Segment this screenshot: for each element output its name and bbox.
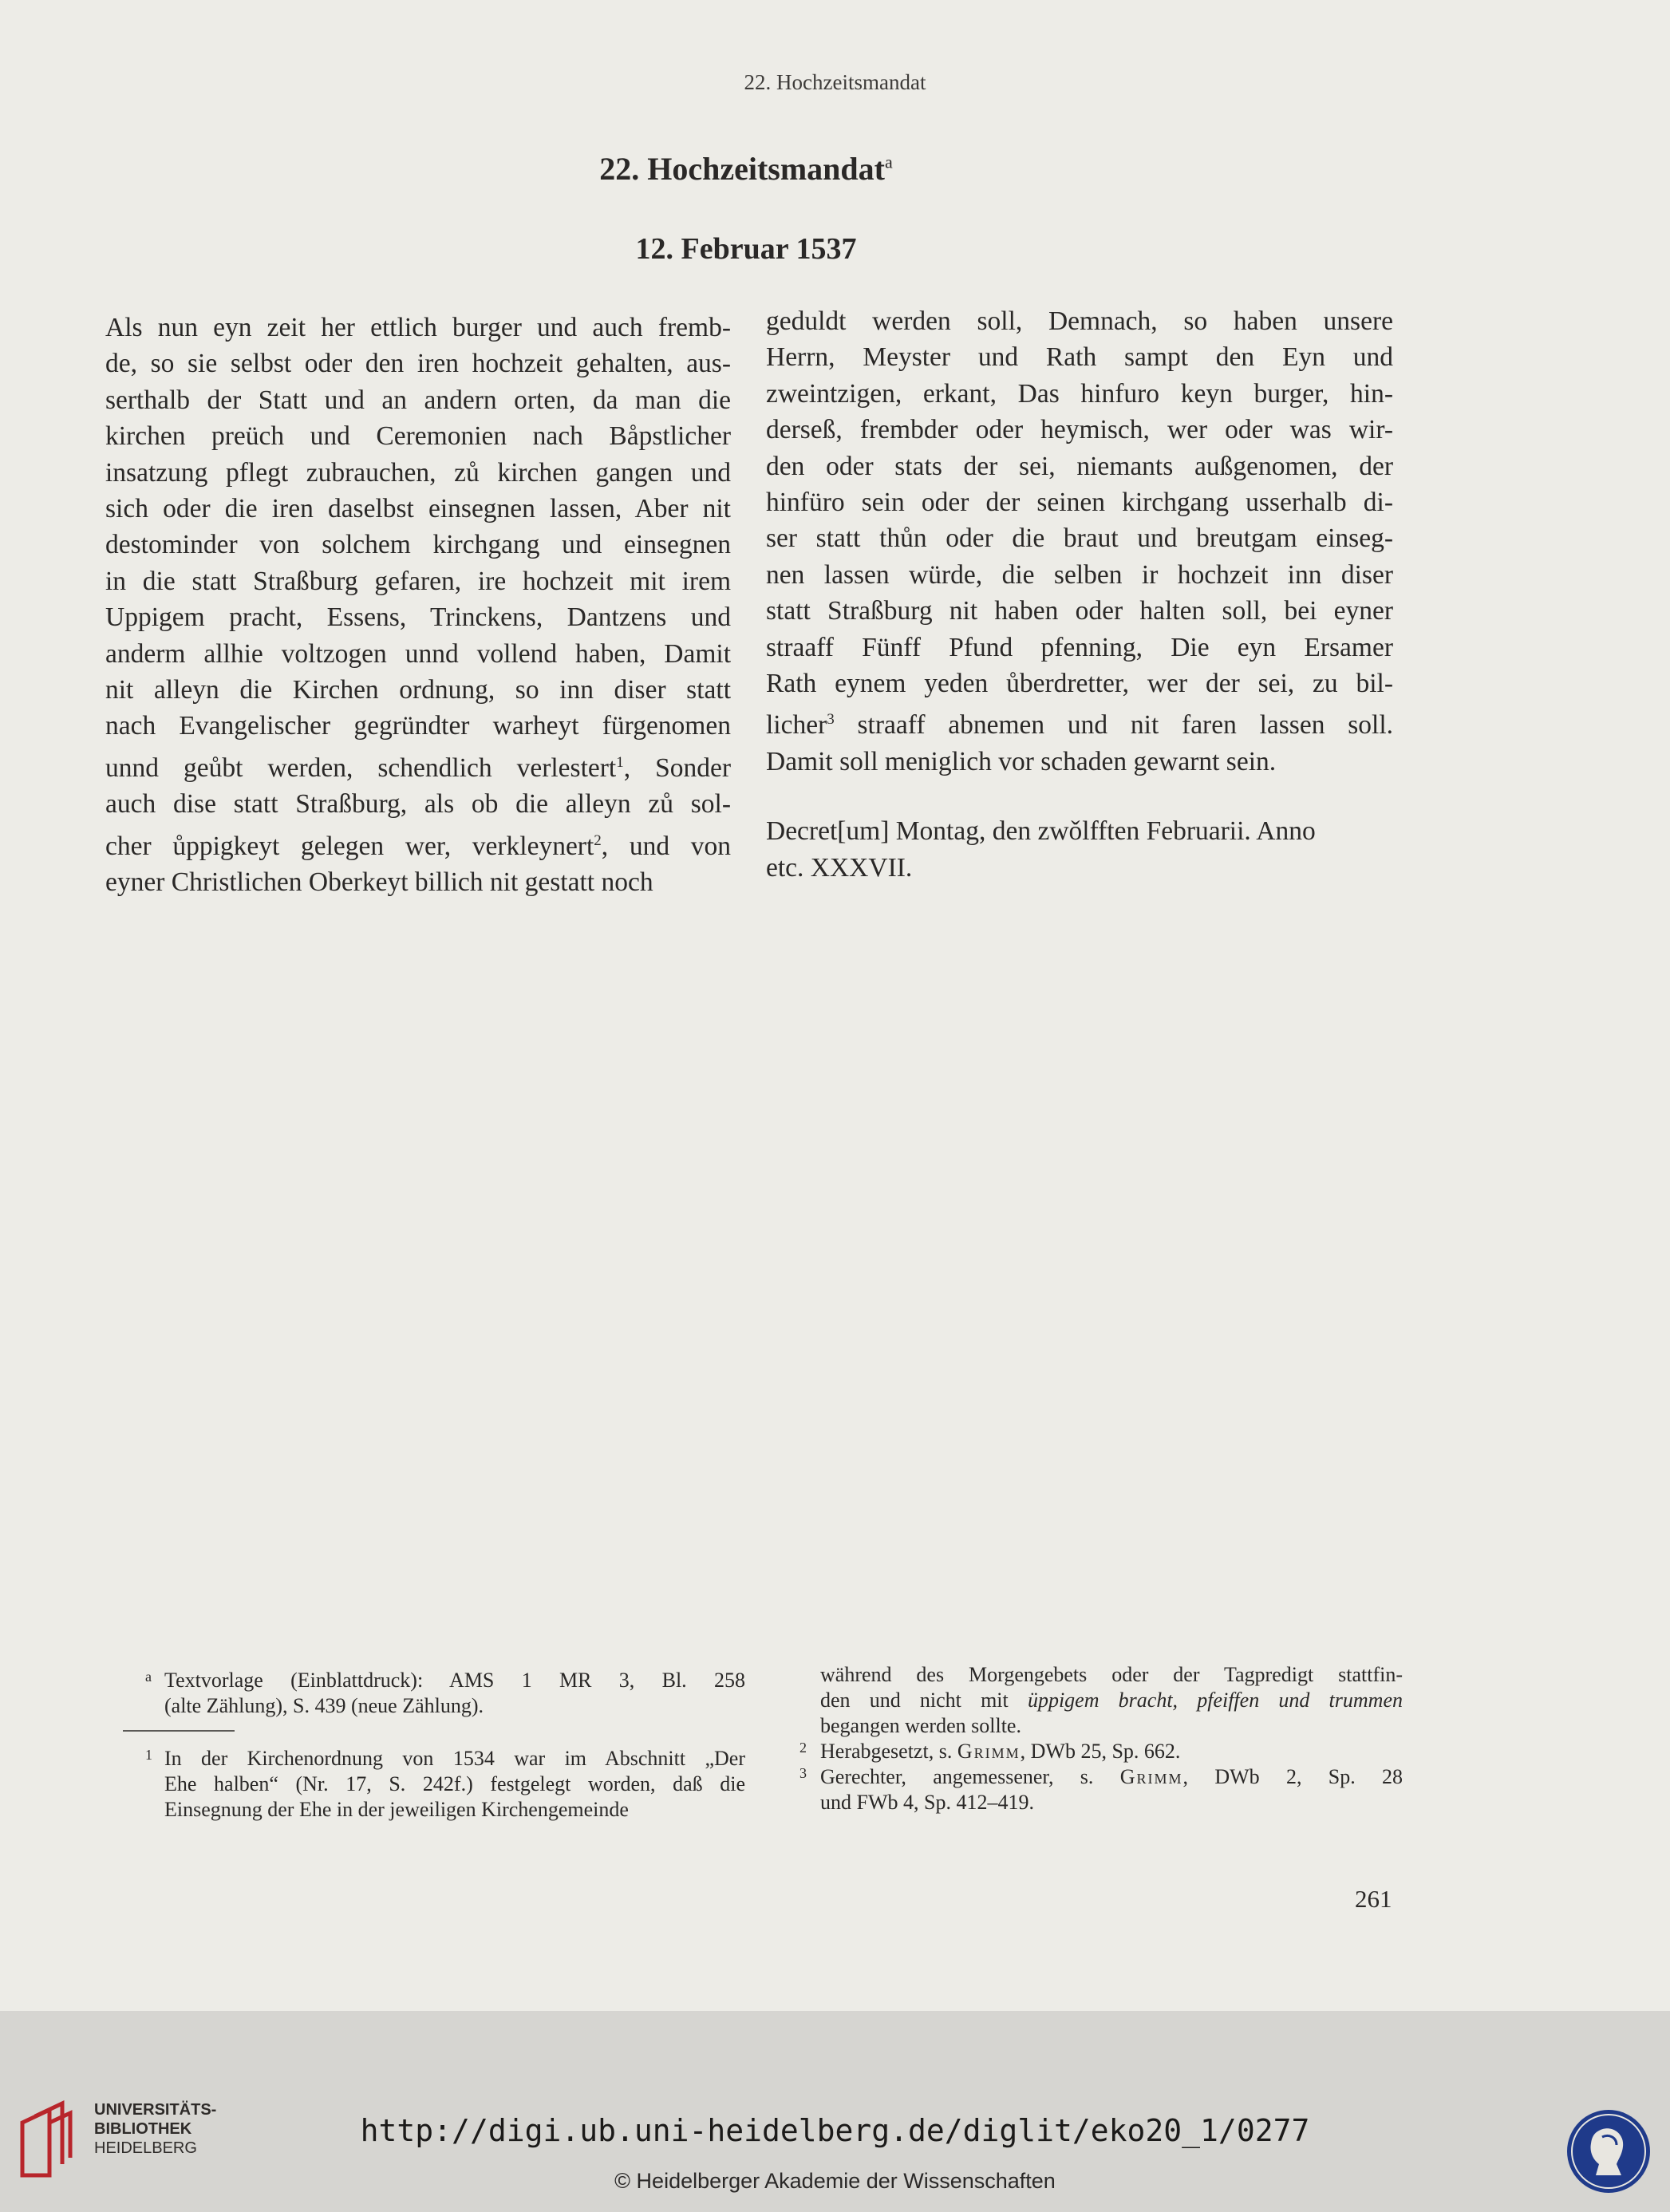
logo-line: BIBLIOTHEK [94, 2120, 192, 2138]
footnote-line: (alte Zählung), S. 439 (neue Zählung). [164, 1694, 484, 1717]
copyright-notice: © Heidelberger Akademie der Wissenschaften [614, 2169, 1056, 2193]
text-line: Rath eynem yeden ůberdretter, wer der sei, zu bil- [766, 669, 1393, 699]
text-line: destominder von solchem kirchgang und einsegnen [105, 530, 731, 560]
text-line: de, so sie selbst oder den iren hochzeit gehalten, aus- [105, 349, 731, 379]
footnotes-left [123, 1668, 745, 1823]
text-line: statt Straßburg nit haben oder halten soll, bei eyner [766, 596, 1393, 626]
footnote-ref-1: 1 [616, 753, 624, 771]
text-line: licher$^3$ straaff abnemen und nit faren lassen soll. [766, 710, 1393, 741]
footnote-2 [788, 1739, 1403, 1764]
page-number: 261 [1355, 1885, 1392, 1913]
text-line: insatzung pflegt zubrauchen, zů kirchen gangen und [105, 457, 731, 488]
running-head: 22. Hochzeitsmandat [744, 70, 926, 94]
left-text-column [105, 310, 731, 901]
academy-seal-icon[interactable] [1564, 2107, 1653, 2196]
footnote-line: Herabgesetzt, s. Grimm, DWb 25, Sp. 662. [820, 1740, 1181, 1763]
footnote-line: begangen werden sollte. [820, 1714, 1021, 1737]
text-line: ser statt thůn oder die braut und breutgam einseg- [766, 523, 1393, 554]
text-line: Als nun eyn zeit her ettlich burger und auch fremb- [105, 313, 731, 342]
author-name: Grimm [1119, 1765, 1183, 1788]
text-line: hinfüro sein oder der seinen kirchgang usserhalb di- [766, 488, 1393, 518]
text-line: Decret[um] Montag, den zwǒlfften Februarii. Anno [766, 816, 1316, 847]
document-title [0, 150, 1492, 188]
logo-line: HEIDELBERG [94, 2139, 197, 2157]
footnote-line: Einsegnung der Ehe in der jeweiligen Kirchengemeinde [164, 1798, 629, 1821]
footnote-1 [123, 1746, 745, 1823]
footnote-marker: 1 [145, 1747, 152, 1763]
italic-quote: üppigem bracht, pfeiffen und trummen [1027, 1689, 1403, 1712]
footnote-divider [123, 1730, 235, 1732]
footnote-marker: 3 [799, 1765, 807, 1781]
footnote-marker: a [145, 1669, 152, 1685]
document-date: 12. Februar 1537 [635, 232, 857, 266]
footnote-3 [788, 1764, 1403, 1815]
author-name: Grimm [957, 1740, 1021, 1763]
text-line: Herrn, Meyster und Rath sampt den Eyn und [766, 342, 1393, 373]
permalink-url[interactable]: http://digi.ub.uni-heidelberg.de/diglit/eko20_1/0277 [360, 2113, 1310, 2148]
footnote-line: Ehe halben“ (Nr. 17, S. 242f.) festgelegt worden, daß die [164, 1772, 745, 1795]
text-line: geduldt werden soll, Demnach, so haben unsere [766, 306, 1393, 336]
footnotes-right [788, 1662, 1403, 1815]
footnote-line: und FWb 4, Sp. 412–419. [820, 1791, 1034, 1814]
title-footnote-marker: a [885, 152, 893, 172]
footnote-1-continued [788, 1662, 1403, 1739]
title-text: 22. Hochzeitsmandat [599, 151, 885, 187]
footnote-line: den und nicht mit üppigem bracht, pfeiffen und trummen [820, 1689, 1403, 1712]
footnote-a [123, 1668, 745, 1719]
text-line: derseß, frembder oder heymisch, wer oder was wir- [766, 415, 1393, 445]
text-line: serthalb der Statt und an andern orten, da man die [105, 385, 731, 415]
paragraph-main-left [105, 310, 731, 901]
text-line: Uppigem pracht, Essens, Trinckens, Dantzens und [105, 602, 731, 633]
footnote-line: während des Morgengebets oder der Tagpredigt stattfin- [820, 1663, 1403, 1686]
footnote-line: In der Kirchenordnung von 1534 war im Abschnitt „Der [164, 1747, 745, 1770]
text-line: auch dise statt Straßburg, als ob die alleyn zů sol- [105, 789, 731, 820]
footnote-line: Textvorlage (Einblattdruck): AMS 1 MR 3, Bl. 258 [164, 1669, 745, 1692]
text-line: unnd geůbt werden, schendlich verlestert$^1$, Sonder [105, 753, 732, 784]
paragraph-main-right [766, 303, 1393, 780]
text-line: etc. XXXVII. [766, 852, 913, 883]
text-line: eyner Christlichen Oberkeyt billich nit gestatt noch [105, 867, 653, 898]
text-line: sich oder die iren daselbst einsegnen lassen, Aber nit [105, 494, 731, 524]
footnote-line: Gerechter, angemessener, s. Grimm, DWb 2, Sp. 28 [820, 1765, 1403, 1788]
footnote-marker: 2 [799, 1740, 807, 1756]
text-line: den oder stats der sei, niemants außgenomen, der [766, 451, 1393, 481]
footnote-ref-3: 3 [827, 711, 835, 729]
logo-line: UNIVERSITÄTS- [94, 2101, 217, 2119]
text-line: in die statt Straßburg gefaren, ire hochzeit mit irem [105, 566, 731, 596]
decree-paragraph [766, 813, 1393, 886]
right-text-column [766, 303, 1393, 886]
text-line: nen lassen würde, die selben ir hochzeit inn diser [766, 559, 1393, 590]
text-line: nach Evangelischer gegründter warheyt fürgenomen [105, 711, 731, 741]
text-line: kirchen preüch und Ceremonien nach Båpstlicher [105, 421, 731, 452]
footnote-ref-2: 2 [594, 831, 602, 849]
text-line: straaff Fünff Pfund pfenning, Die eyn Ersamer [766, 632, 1393, 662]
text-line: zweintzigen, erkant, Das hinfuro keyn burger, hin- [766, 378, 1393, 409]
text-line: Damit soll meniglich vor schaden gewarnt sein. [766, 747, 1277, 777]
text-line: nit alleyn die Kirchen ordnung, so inn diser statt [105, 675, 731, 705]
text-line: anderm allhie voltzogen unnd vollend haben, Damit [105, 638, 731, 669]
text-line: cher ůppigkeyt gelegen wer, verkleynert$^2$, und von [105, 831, 732, 861]
